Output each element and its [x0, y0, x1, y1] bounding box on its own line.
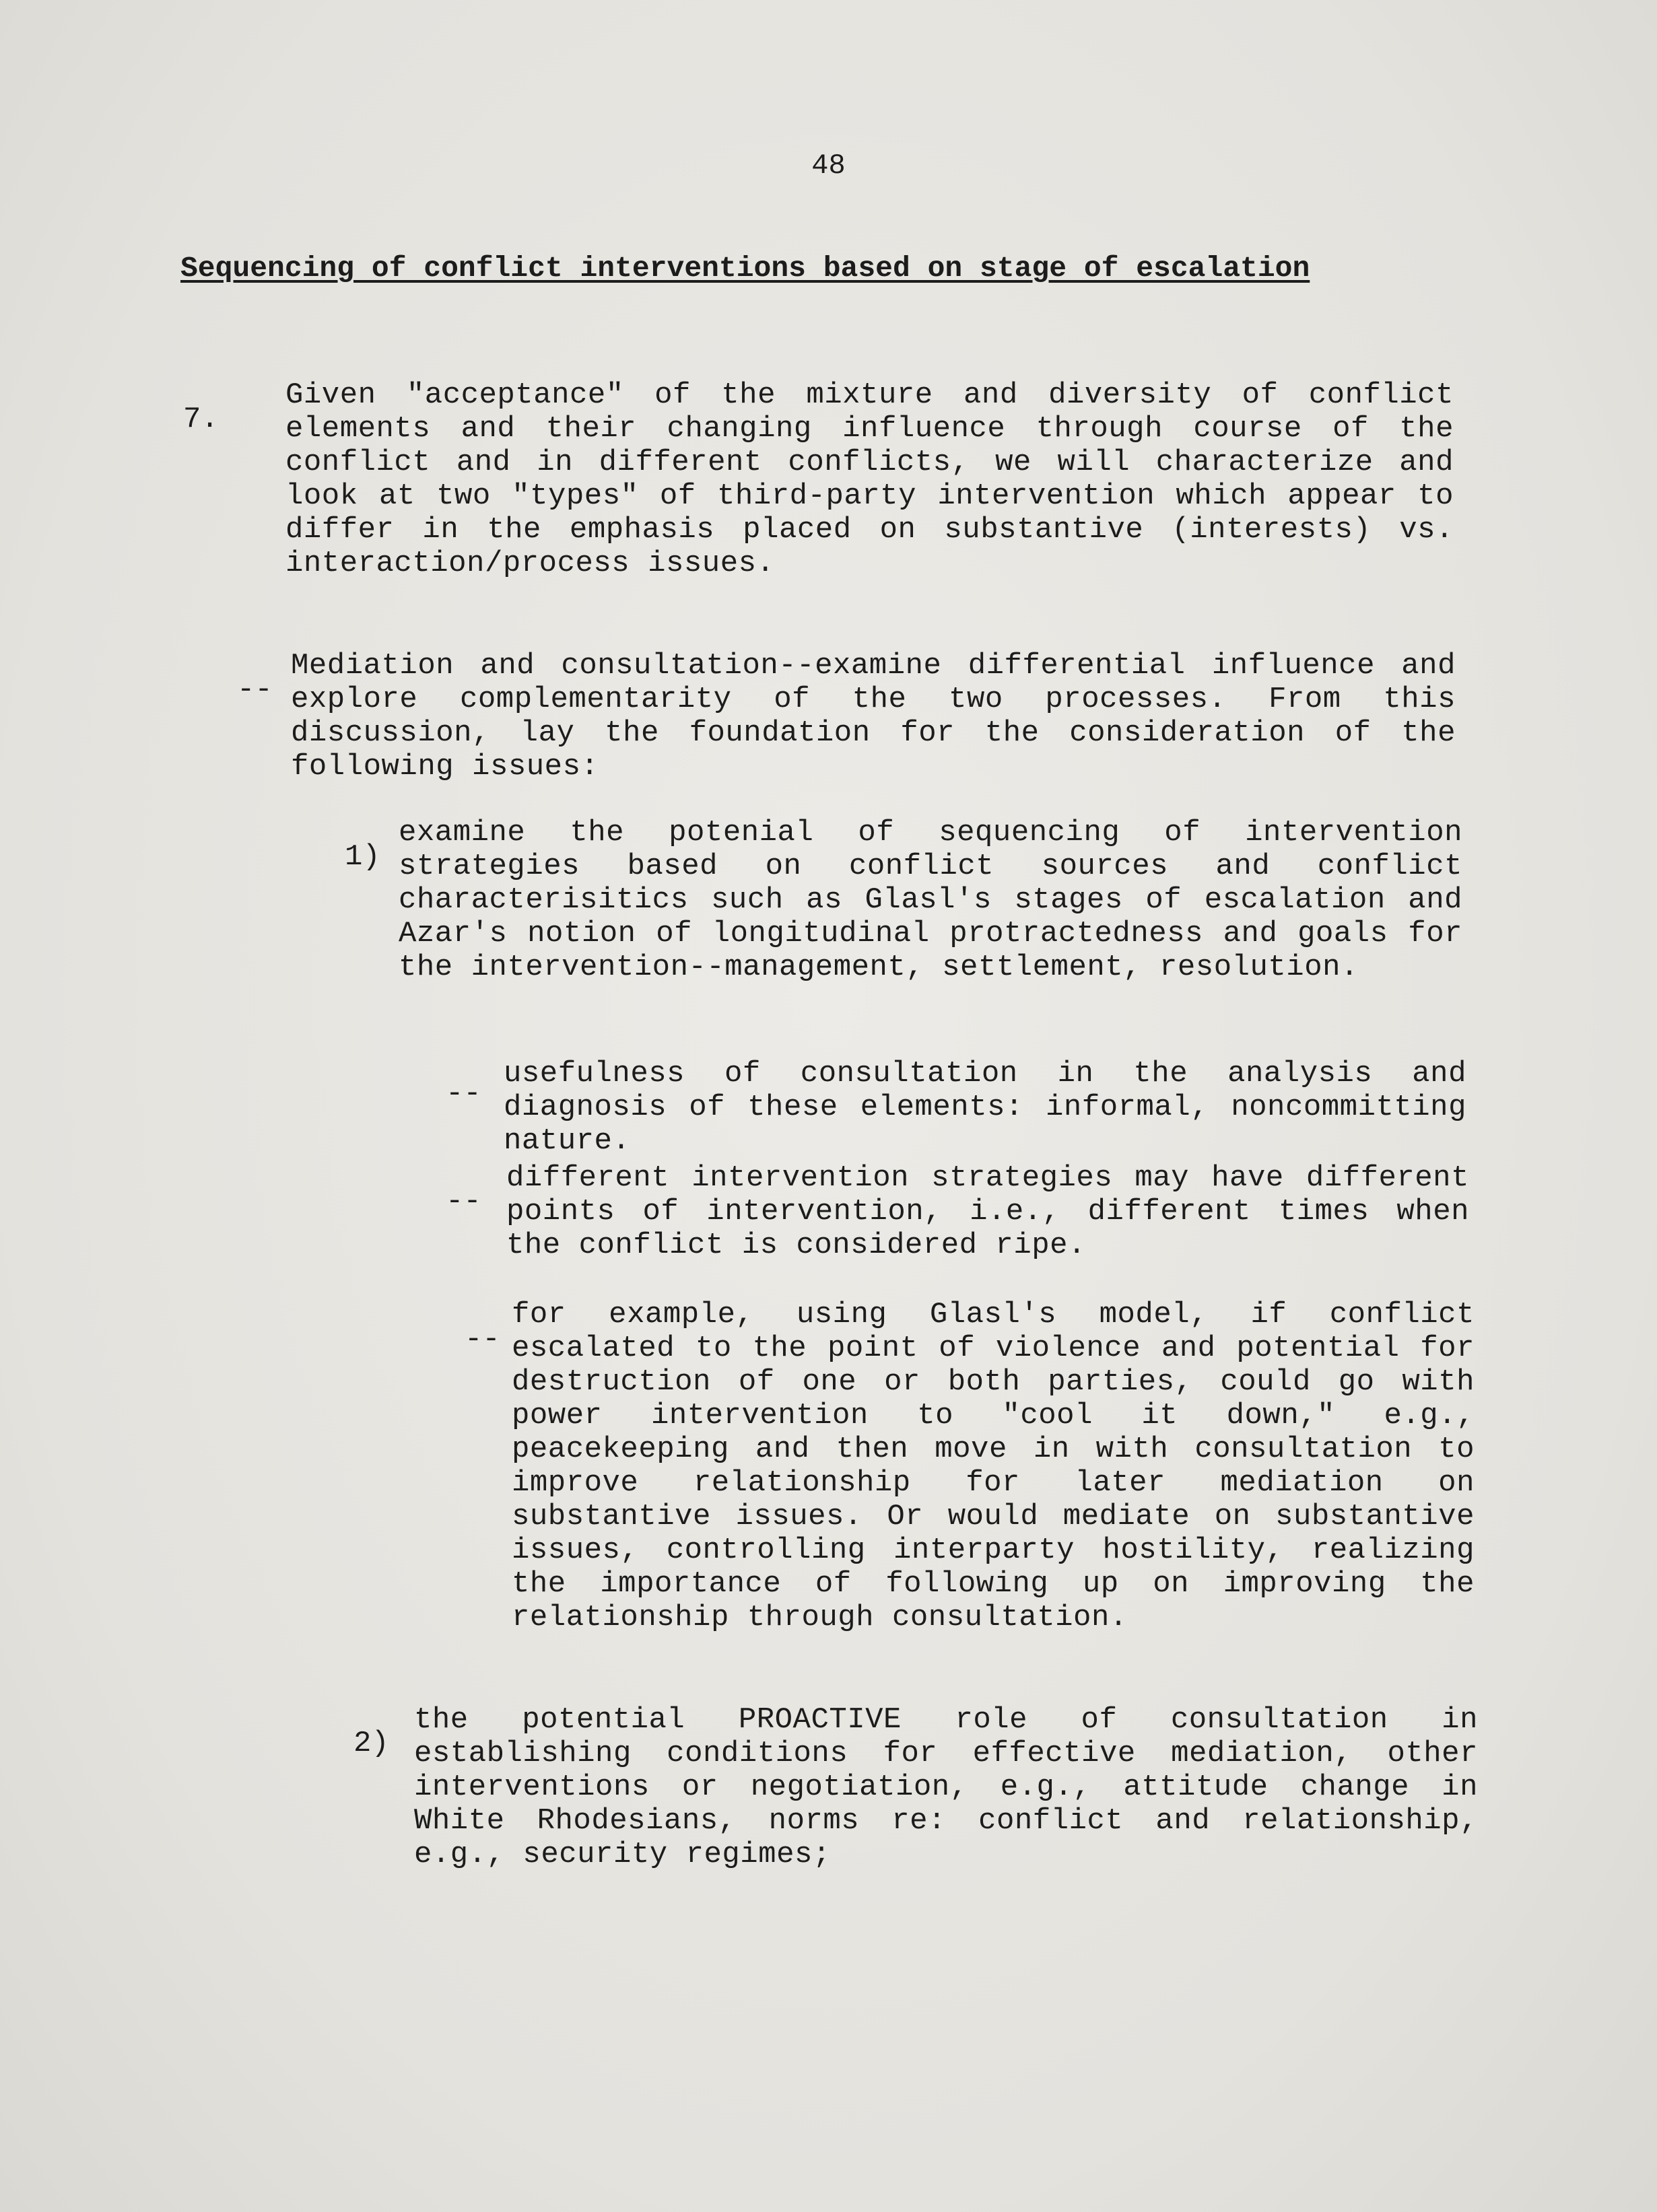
sub-item-1-label: 1) — [345, 840, 380, 874]
sub-item-2-text: the potential PROACTIVE role of consultation in establishing conditions for effective mediation, other interventions or negotiation, e.g., attitude change in White Rhodesians, norms re: conflict and relationship, e.g., security regimes; — [414, 1703, 1478, 1871]
sub-item-1-text: examine the potenial of sequencing of intervention strategies based on conflict sources and conflict characterisitics such as Glasl's stages of escalation and Azar's notion of longitudinal protractedness and goals for the intervention--management, settlement, resolution. — [399, 816, 1462, 984]
mediation-dash: -- — [237, 673, 273, 707]
section-heading-text: Sequencing of conflict interventions based on stage of escalation — [180, 252, 1310, 285]
bullet-1-text: usefulness of consultation in the analysis and diagnosis of these elements: informal, noncommitting nature. — [504, 1057, 1466, 1158]
bullet-3-text: for example, using Glasl's model, if conflict escalated to the point of violence and potential for destruction of one or both parties, could go with power intervention to "cool it down," e.g., peacekeeping and then move in with consultation to improve relationship for later mediation on substantive issues. Or would mediate on substantive issues, controlling interparty hostility, realizing the importance of following up on improving the relationship through consultation. — [512, 1298, 1475, 1634]
bullet-2-dash: -- — [446, 1185, 481, 1218]
sub-item-2-label: 2) — [353, 1727, 389, 1760]
bullet-3-dash: -- — [465, 1323, 500, 1356]
mediation-text: Mediation and consultation--examine differential influence and explore complementarity of the two processes. From this discussion, lay the foundation for the consideration of the following issues: — [291, 649, 1456, 784]
item-7-label: 7. — [183, 403, 219, 436]
bullet-2-text: different intervention strategies may have different points of intervention, i.e., different times when the conflict is considered ripe. — [506, 1161, 1469, 1262]
item-7-text: Given "acceptance" of the mixture and diversity of conflict elements and their changing influence through course of the conflict and in different conflicts, we will characterize and look at two "types" of third-party intervention which appear to differ in the emphasis placed on substantive (interests) vs. interaction/process issues. — [285, 378, 1454, 580]
section-heading — [180, 249, 1446, 288]
page-number: 48 — [811, 149, 846, 182]
bullet-1-dash: -- — [446, 1077, 481, 1111]
